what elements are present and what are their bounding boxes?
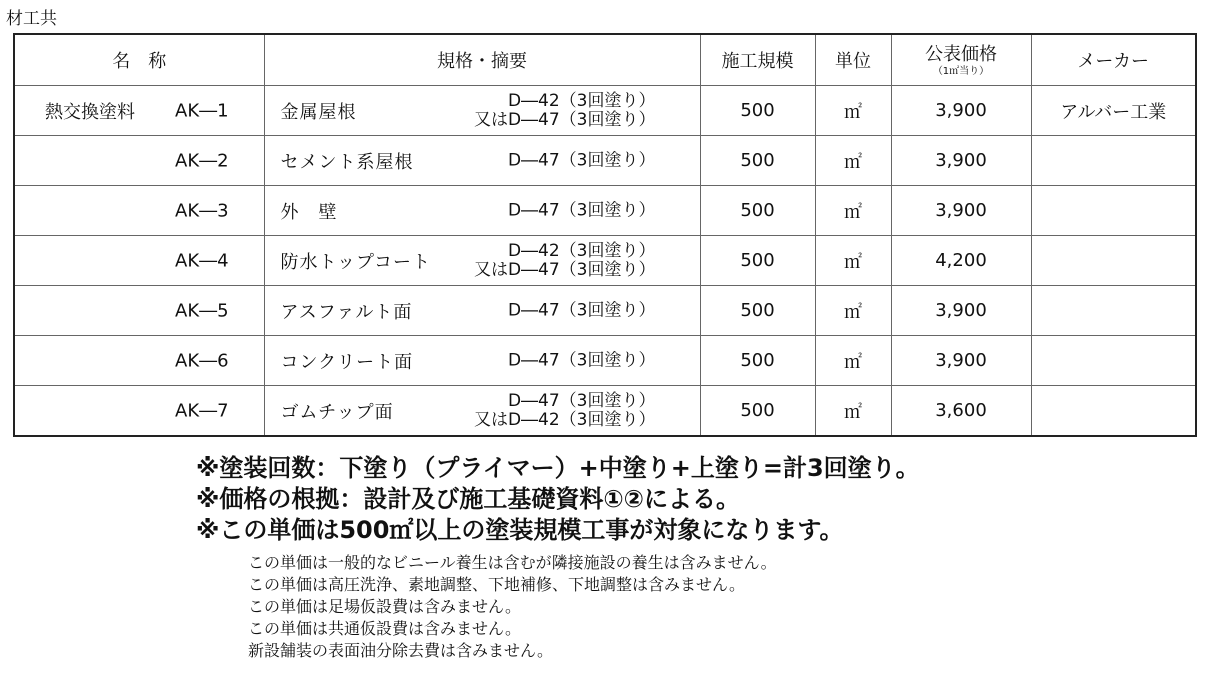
note-main-line: ※塗装回数：下塗り（プライマー）+中塗り+上塗り=計3回塗り。: [196, 454, 920, 482]
cell-scale: 500: [700, 86, 815, 136]
cell-spec: [264, 136, 700, 186]
spec-name: 防水トップコート: [280, 251, 432, 273]
cell-maker: [1031, 136, 1196, 186]
cell-scale: 500: [700, 336, 815, 386]
header-scale: 施工規模: [700, 34, 815, 86]
spec-codes: [508, 201, 656, 220]
cell-unit: ㎡: [815, 186, 891, 236]
cell-name: [14, 86, 264, 136]
spec-code-line: 又はD―42（3回塗り）: [473, 409, 656, 430]
table-row: [14, 386, 1196, 437]
cell-name: [14, 236, 264, 286]
header-maker: メーカー: [1031, 34, 1196, 86]
cell-unit: ㎡: [815, 386, 891, 437]
spec-name: 外 壁: [280, 201, 338, 223]
spec-code-line: 又はD―47（3回塗り）: [473, 259, 656, 280]
product-code: AK―3: [175, 200, 229, 221]
table-header-row: [14, 34, 1196, 86]
cell-price: 3,900: [891, 86, 1031, 136]
spec-codes: [474, 392, 656, 430]
cell-price: 3,900: [891, 286, 1031, 336]
table-row: [14, 236, 1196, 286]
spec-name: コンクリート面: [280, 351, 414, 373]
spec-name: アスファルト面: [280, 301, 413, 323]
cell-price: 3,900: [891, 136, 1031, 186]
note-detail-line: この単価は足場仮設費は含みません。: [248, 597, 521, 616]
cell-maker: [1031, 386, 1196, 437]
note-detail-line: この単価は共通仮設費は含みません。: [248, 619, 521, 638]
spec-codes: [474, 242, 656, 280]
cell-maker: [1031, 286, 1196, 336]
cell-unit: ㎡: [815, 236, 891, 286]
spec-code-line: D―47（3回塗り）: [507, 300, 656, 320]
cell-name: [14, 386, 264, 437]
header-price: [891, 34, 1031, 86]
note-main-line: ※この単価は500㎡以上の塗装規模工事が対象になります。: [196, 516, 844, 544]
cell-maker: [1031, 236, 1196, 286]
cell-spec: [264, 236, 700, 286]
spec-code-line: D―42（3回塗り）: [507, 240, 656, 261]
spec-name: 金属屋根: [280, 101, 357, 123]
cell-name: [14, 286, 264, 336]
spec-codes: [508, 151, 656, 170]
notes-detail: [248, 552, 777, 662]
spec-code-line: D―47（3回塗り）: [507, 350, 656, 370]
cell-unit: ㎡: [815, 286, 891, 336]
table-body: [14, 86, 1196, 437]
cell-scale: 500: [700, 286, 815, 336]
table-row: [14, 86, 1196, 136]
cell-unit: ㎡: [815, 136, 891, 186]
cell-unit: ㎡: [815, 336, 891, 386]
product-code: AK―6: [175, 350, 229, 371]
note-main-line: ※価格の根拠：設計及び施工基礎資料①②による。: [196, 485, 740, 513]
spec-code-line: 又はD―47（3回塗り）: [473, 109, 656, 130]
spec-code-line: D―47（3回塗り）: [507, 390, 656, 411]
spec-codes: [474, 92, 656, 130]
product-code: AK―7: [175, 400, 229, 421]
table-row: [14, 286, 1196, 336]
spec-name: セメント系屋根: [280, 151, 414, 173]
spec-name: ゴムチップ面: [280, 401, 394, 423]
cell-maker: アルバー工業: [1031, 86, 1196, 136]
cell-spec: [264, 186, 700, 236]
header-name: 名 称: [14, 34, 264, 86]
table-caption: 材工共: [6, 9, 57, 29]
cell-scale: 500: [700, 186, 815, 236]
cell-name: [14, 136, 264, 186]
cell-price: 4,200: [891, 236, 1031, 286]
cell-name: [14, 336, 264, 386]
cell-unit: ㎡: [815, 86, 891, 136]
cell-spec: [264, 86, 700, 136]
spec-code-line: D―47（3回塗り）: [507, 200, 656, 220]
cell-price: 3,900: [891, 186, 1031, 236]
note-detail-line: この単価は高圧洗浄、素地調整、下地補修、下地調整は含みません。: [248, 575, 745, 594]
product-code: AK―1: [175, 100, 229, 121]
spec-codes: [508, 351, 656, 370]
cell-price: 3,600: [891, 386, 1031, 437]
product-code: AK―2: [175, 150, 229, 171]
cell-maker: [1031, 186, 1196, 236]
cell-price: 3,900: [891, 336, 1031, 386]
table-row: [14, 186, 1196, 236]
product-code: AK―4: [175, 250, 229, 271]
spec-code-line: D―42（3回塗り）: [507, 90, 656, 111]
price-table: [13, 33, 1197, 437]
spec-codes: [508, 301, 656, 320]
cell-scale: 500: [700, 386, 815, 437]
cell-spec: [264, 336, 700, 386]
product-code: AK―5: [175, 300, 229, 321]
table-row: [14, 336, 1196, 386]
spec-code-line: D―47（3回塗り）: [507, 150, 656, 170]
cell-scale: 500: [700, 236, 815, 286]
cell-maker: [1031, 336, 1196, 386]
note-detail-line: この単価は一般的なビニール養生は含むが隣接施設の養生は含みません。: [248, 553, 777, 572]
header-unit: 単位: [815, 34, 891, 86]
header-price-sub: （1㎡当り）: [932, 65, 990, 77]
cell-scale: 500: [700, 136, 815, 186]
header-spec: 規格・摘要: [264, 34, 700, 86]
note-detail-line: 新設舗装の表面油分除去費は含みません。: [248, 641, 553, 660]
cell-spec: [264, 286, 700, 336]
product-category: 熱交換塗料: [45, 101, 135, 123]
cell-spec: [264, 386, 700, 437]
cell-name: [14, 186, 264, 236]
header-price-label: 公表価格: [925, 43, 997, 65]
notes-main: [196, 453, 920, 546]
table-row: [14, 136, 1196, 186]
